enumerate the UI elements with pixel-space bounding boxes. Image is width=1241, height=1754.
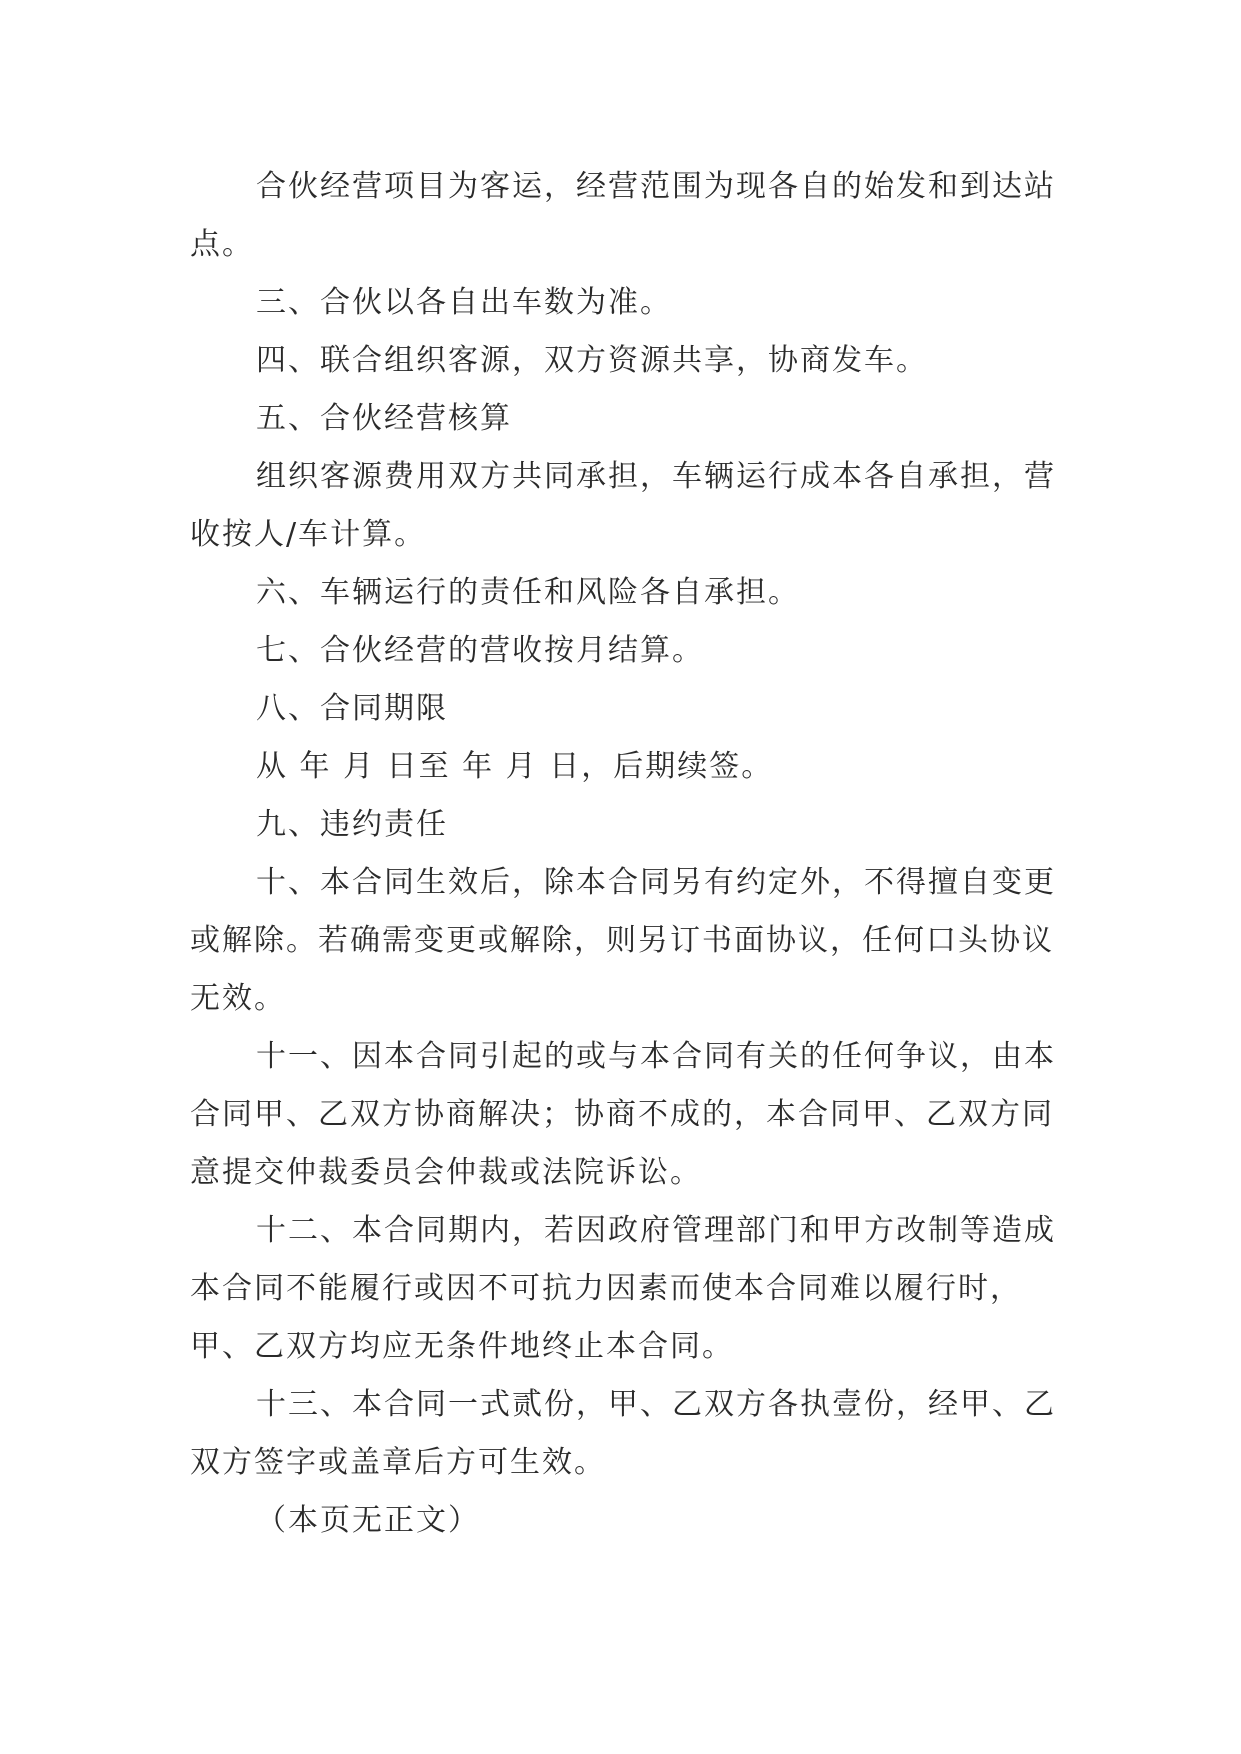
paragraph-clause-7: 七、合伙经营的营收按月结算。 [256,633,704,668]
contract-body [190,158,1060,1550]
paragraph-clause-11: 十一、因本合同引起的或与本合同有关的任何争议，由本合同甲、乙双方协商解决；协商不成的，本合同甲、乙双方同意提交仲裁委员会仲裁或法院诉讼。 [190,1039,1056,1190]
paragraph-clause-8-heading: 八、合同期限 [256,691,448,726]
paragraph-clause-12: 十二、本合同期内，若因政府管理部门和甲方改制等造成本合同不能履行或因不可抗力因素而使本合同难以履行时，甲、乙双方均应无条件地终止本合同。 [190,1213,1056,1364]
paragraph-clause-4: 四、联合组织客源，双方资源共享，协商发车。 [256,343,928,378]
paragraph-clause-6: 六、车辆运行的责任和风险各自承担。 [256,575,800,610]
paragraph-business-scope: 合伙经营项目为客运，经营范围为现各自的始发和到达站点。 [190,169,1056,262]
paragraph-clause-8-body: 从 年 月 日至 年 月 日，后期续签。 [256,749,774,784]
paragraph-no-text-note: （本页无正文） [256,1503,480,1538]
paragraph-clause-13: 十三、本合同一式贰份，甲、乙双方各执壹份，经甲、乙双方签字或盖章后方可生效。 [190,1387,1056,1480]
paragraph-clause-3: 三、合伙以各自出车数为准。 [256,285,672,320]
paragraph-clause-10: 十、本合同生效后，除本合同另有约定外，不得擅自变更或解除。若确需变更或解除，则另订书面协议，任何口头协议无效。 [190,865,1056,1016]
paragraph-clause-5-body: 组织客源费用双方共同承担，车辆运行成本各自承担，营收按人/车计算。 [190,459,1056,552]
paragraph-clause-5-heading: 五、合伙经营核算 [256,401,512,436]
paragraph-clause-9-heading: 九、违约责任 [256,807,448,842]
